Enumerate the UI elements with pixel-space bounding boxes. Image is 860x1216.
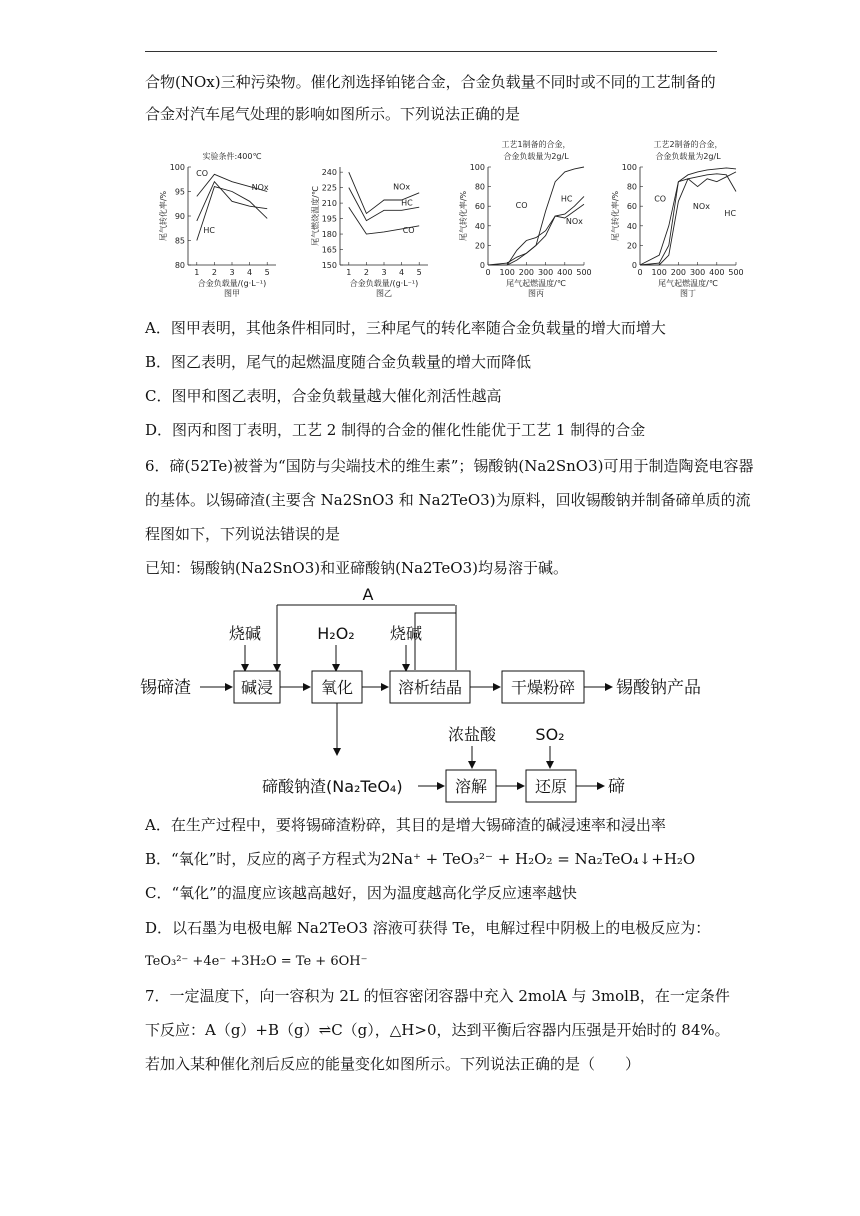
option-c: C．“氧化”的温度应该越高越好，因为温度越高化学反应速率越快 — [145, 884, 577, 902]
x-tick-label: 5 — [416, 268, 422, 277]
text-line: 合金对汽车尾气处理的影响如图所示。下列说法正确的是 — [145, 105, 521, 123]
y-axis-label: 尾气转化率/% — [459, 190, 468, 242]
x-tick-label: 3 — [229, 268, 235, 277]
x-tick-label: 500 — [728, 268, 744, 277]
recycle-label: A — [362, 585, 374, 604]
series-label: NOx — [251, 183, 269, 193]
x-tick-label: 1 — [194, 268, 200, 277]
option-a: A．图甲表明，其他条件相同时，三种尾气的转化率随合金负载量的增大而增大 — [145, 319, 666, 337]
option-d: D．图丙和图丁表明，工艺 2 制得的合金的催化性能优于工艺 1 制得的合金 — [145, 421, 646, 439]
question-7-line: 若加入某种催化剂后反应的能量变化如图所示。下列说法正确的是（ ） — [145, 1055, 641, 1073]
chart-caption: 图丁 — [680, 289, 696, 298]
chart-caption: 图丙 — [528, 289, 544, 298]
chart-title: 工艺1制备的合金， — [501, 140, 571, 149]
x-tick-label: 100 — [499, 268, 515, 277]
y-tick-label: 195 — [321, 214, 337, 224]
y-tick-label: 0 — [479, 261, 485, 270]
y-tick-label: 40 — [474, 221, 485, 231]
chart-title: 工艺2制备的合金， — [653, 140, 723, 149]
x-tick-label: 300 — [689, 268, 706, 277]
question-7-line: 7．一定温度下，向一容积为 2L 的恒容密闭容器中充入 2molA 与 3molB，在一定条件 — [145, 987, 730, 1005]
step-dry: 干燥粉碎 — [510, 678, 576, 697]
y-tick-label: 20 — [474, 241, 485, 251]
option-b: B．图乙表明，尾气的起燃温度随合金负载量的增大而降低 — [145, 353, 532, 371]
y-tick-label: 40 — [626, 221, 637, 231]
y-tick-label: 60 — [474, 202, 485, 212]
chart-caption: 图乙 — [376, 289, 392, 298]
reagent-naoh-2: 烧碱 — [389, 624, 423, 643]
y-axis-label: 尾气转化率/% — [611, 190, 620, 242]
y-tick-label: 100 — [469, 163, 485, 172]
series-label: NOx — [692, 202, 710, 212]
x-tick-label: 300 — [537, 268, 554, 277]
step-crystallize: 溶析结晶 — [397, 678, 463, 697]
product-label: 锡酸钠产品 — [616, 678, 701, 698]
x-tick-label: 1 — [346, 268, 352, 277]
series-label: NOx — [565, 216, 583, 226]
series-label: HC — [724, 209, 737, 218]
x-tick-label: 0 — [485, 268, 491, 277]
slag-label: 碲酸钠渣(Na₂TeO₄) — [262, 777, 403, 796]
series-label: CO — [196, 168, 209, 178]
y-tick-label: 80 — [474, 182, 485, 192]
reagent-h2o2: H₂O₂ — [317, 624, 355, 643]
x-axis-label: 合金负载量/(g·L⁻¹) — [197, 279, 267, 288]
question-7-line: 下反应：A（g）+B（g）⇌C（g），△H>0，达到平衡后容器内压强是开始时的 84%。 — [145, 1021, 730, 1039]
series-line — [488, 204, 584, 265]
x-tick-label: 5 — [264, 268, 270, 277]
x-tick-label: 3 — [381, 268, 387, 277]
x-axis-label: 尾气起燃温度/℃ — [506, 279, 566, 288]
series-label: HC — [560, 194, 573, 204]
x-tick-label: 2 — [363, 268, 369, 277]
y-tick-label: 180 — [321, 230, 337, 240]
question-6-line: 6．碲(52Te)被誉为“国防与尖端技术的维生素”；锡酸钠(Na2SnO3)可用于制造陶瓷电容器 — [145, 457, 754, 475]
series-line — [488, 196, 584, 265]
x-tick-label: 200 — [518, 268, 535, 277]
y-tick-label: 80 — [626, 182, 637, 192]
chart-title: 合金负载量为2g/L — [503, 152, 569, 161]
series-label: HC — [401, 198, 413, 208]
series-line — [640, 172, 736, 265]
text-line: 合物(NOx)三种污染物。催化剂选择铂铑合金，合金负载量不同时或不同的工艺制备的 — [145, 73, 716, 91]
x-tick-label: 200 — [670, 268, 687, 277]
x-tick-label: 400 — [709, 268, 725, 277]
y-tick-label: 100 — [621, 163, 637, 172]
question-6-line: 程图如下，下列说法错误的是 — [145, 525, 341, 543]
x-tick-label: 0 — [637, 268, 643, 277]
reagent-so2: SO₂ — [535, 725, 565, 744]
reagent-naoh-1: 烧碱 — [228, 624, 262, 643]
option-c: C．图甲和图乙表明，合金负载量越大催化剂活性越高 — [145, 387, 502, 405]
y-tick-label: 100 — [169, 163, 185, 172]
series-label: CO — [654, 194, 667, 204]
x-tick-label: 500 — [576, 268, 592, 277]
y-tick-label: 60 — [626, 202, 637, 212]
question-6-line: 的基体。以锡碲渣(主要含 Na2SnO3 和 Na2TeO3)为原料，回收锡酸钠并制备碲单质的流 — [145, 491, 751, 509]
step-oxidize: 氧化 — [320, 678, 354, 697]
series-line — [640, 168, 736, 265]
y-tick-label: 210 — [321, 199, 337, 209]
option-d: D．以石墨为电极电解 Na2TeO3 溶液可获得 Te，电解过程中阴极上的电极反应为： — [145, 919, 711, 937]
y-tick-label: 225 — [321, 183, 337, 193]
option-b: B．“氧化”时，反应的离子方程式为2Na⁺ + TeO₃²⁻ + H₂O₂ = Na₂TeO₄↓+H₂O — [145, 850, 696, 868]
series-label: NOx — [393, 182, 411, 192]
step-reduce: 还原 — [534, 777, 568, 796]
x-axis-label: 合金负载量/(g·L⁻¹) — [349, 279, 419, 288]
y-axis-label: 尾气燃烧温度/℃ — [311, 186, 320, 246]
x-tick-label: 100 — [651, 268, 667, 277]
raw-material-label: 锡碲渣 — [140, 678, 191, 698]
y-tick-label: 95 — [174, 187, 185, 197]
x-tick-label: 4 — [247, 268, 253, 277]
reagent-hcl: 浓盐酸 — [447, 725, 497, 744]
y-tick-label: 85 — [174, 236, 185, 246]
y-tick-label: 20 — [626, 241, 637, 251]
question-6-known: 已知：锡酸钠(Na2SnO3)和亚碲酸钠(Na2TeO3)均易溶于碱。 — [145, 559, 568, 577]
series-label: CO — [515, 201, 528, 211]
process-flowchart — [140, 585, 740, 810]
y-tick-label: 240 — [321, 168, 337, 178]
tellurium-label: 碲 — [608, 777, 625, 797]
y-axis-label: 尾气转化率/% — [159, 190, 168, 242]
chart-title: 实验条件:400℃ — [202, 152, 262, 161]
step-dissolve: 溶解 — [454, 777, 488, 796]
electrode-equation: TeO₃²⁻ +4e⁻ +3H₂O = Te + 6OH⁻ — [145, 954, 368, 969]
y-tick-label: 150 — [321, 261, 337, 270]
x-axis-label: 尾气起燃温度/℃ — [658, 279, 718, 288]
chart-row — [140, 135, 744, 305]
y-tick-label: 165 — [321, 245, 337, 255]
x-tick-label: 400 — [557, 268, 573, 277]
series-label: CO — [402, 226, 415, 236]
y-tick-label: 0 — [631, 261, 637, 270]
y-tick-label: 90 — [174, 212, 185, 221]
chart-title: 合金负载量为2g/L — [655, 152, 721, 161]
x-tick-label: 4 — [399, 268, 405, 277]
option-a: A．在生产过程中，要将锡碲渣粉碎，其目的是增大锡碲渣的碱浸速率和浸出率 — [145, 816, 666, 834]
header-rule — [145, 51, 717, 52]
y-tick-label: 80 — [174, 261, 185, 270]
series-label: HC — [203, 226, 215, 236]
chart-caption: 图甲 — [224, 289, 240, 298]
step-leach: 碱浸 — [240, 678, 274, 697]
x-tick-label: 2 — [211, 268, 217, 277]
series-line — [640, 174, 736, 265]
